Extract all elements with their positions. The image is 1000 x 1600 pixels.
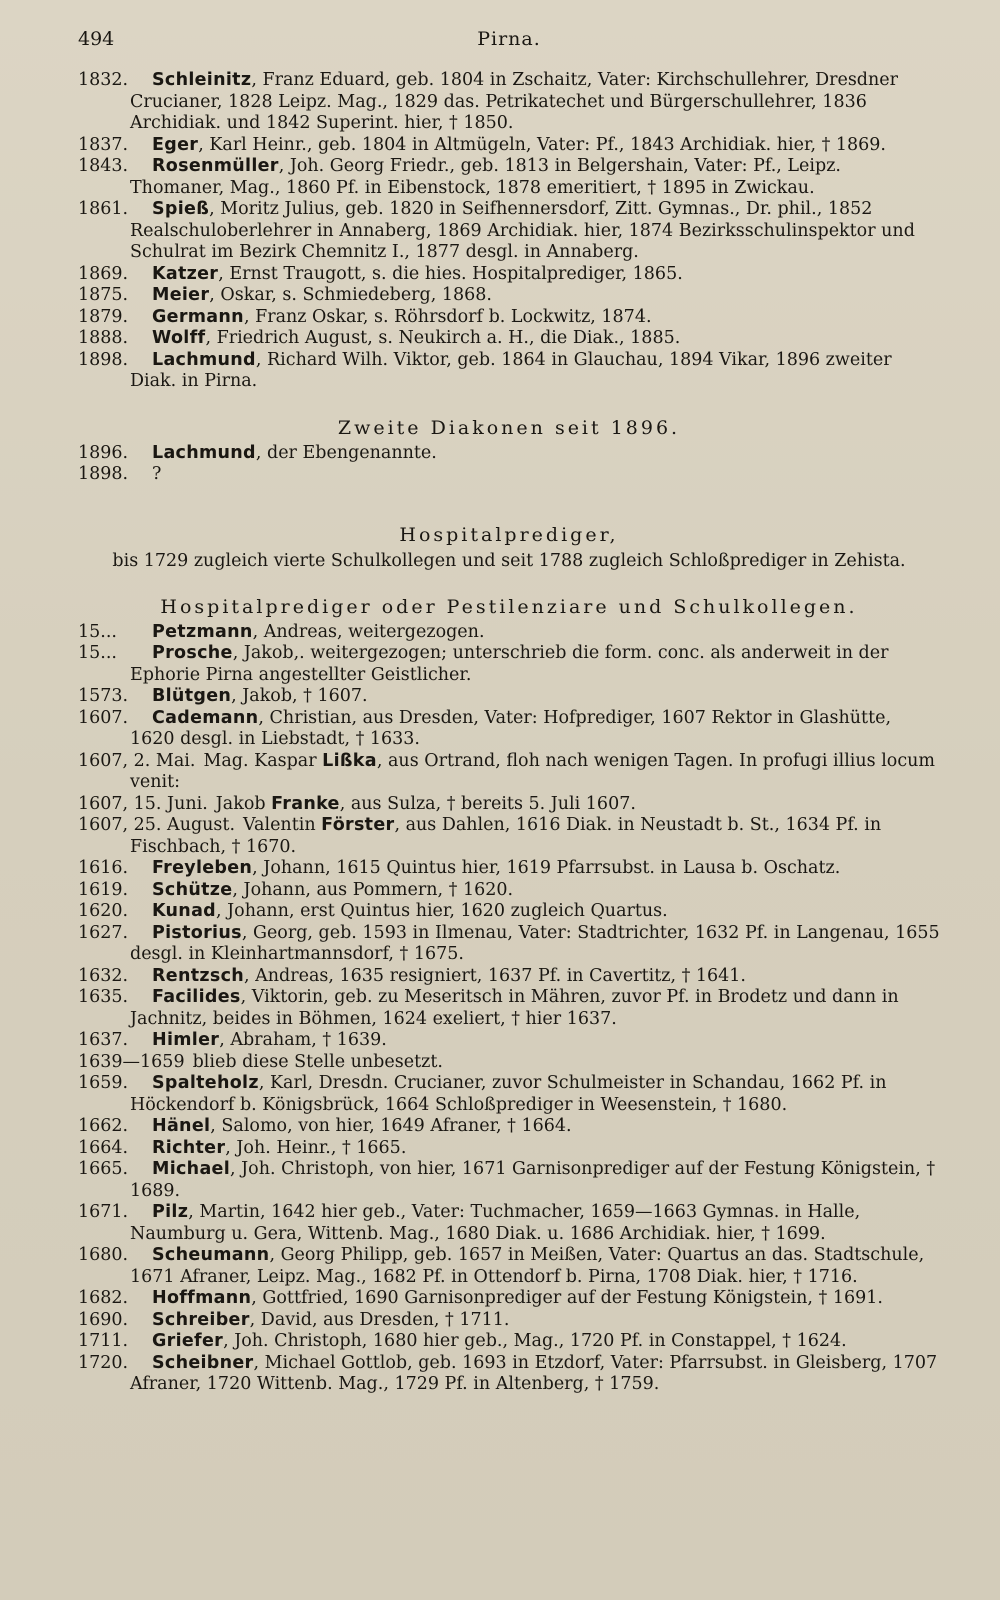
- page-number: 494: [78, 28, 115, 50]
- entry-year: 1620.: [78, 901, 129, 921]
- entry-year: 1607.: [78, 707, 129, 728]
- entry-year: 1898.: [78, 464, 129, 484]
- diakonen-list: [78, 70, 940, 393]
- entry-text: , Johann, erst Quintus hier, 1620 zugleich Quartus.: [216, 901, 668, 921]
- entry-name: Richter: [152, 1137, 226, 1158]
- list-entry: [78, 1331, 940, 1353]
- entry-text: , Franz Oskar, s. Röhrsdorf b. Lockwitz, 1874.: [243, 306, 652, 327]
- hospitalprediger-list: [78, 622, 940, 1396]
- list-entry: [78, 643, 940, 686]
- entry-year: 1837.: [78, 134, 129, 155]
- entry-year: 1616.: [78, 858, 129, 878]
- list-entry: [78, 135, 940, 157]
- list-entry: [78, 307, 940, 329]
- list-entry: [78, 1073, 940, 1116]
- list-entry: [78, 1159, 940, 1202]
- entry-name: Schütze: [152, 879, 233, 900]
- entry-name: Hänel: [152, 1116, 211, 1136]
- entry-text: , Johann, 1615 Quintus hier, 1619 Pfarrsubst. in Lausa b. Oschatz.: [252, 858, 841, 878]
- entry-year: 1637.: [78, 1030, 129, 1050]
- entry-name: Michael: [152, 1159, 231, 1179]
- entry-year: 1662.: [78, 1116, 129, 1136]
- entry-name: Schreiber: [152, 1309, 250, 1330]
- entry-text: , Martin, 1642 hier geb., Vater: Tuchmacher, 1659—1663 Gymnas. in Halle, Naumburg u. Gera, Wittenb. Mag., 1680 Diak. u. 1686 Archidiak. hier, † 1699.: [130, 1202, 861, 1244]
- list-entry: [78, 264, 940, 286]
- list-entry: [78, 350, 940, 393]
- entry-year: 1869.: [78, 263, 129, 284]
- entry-year: 1832.: [78, 70, 129, 90]
- entry-text: , Karl, Dresdn. Crucianer, zuvor Schulmeister in Schandau, 1662 Pf. in Höckendorf b. Königsbrück, 1664 Schloßprediger in Weesenstein, † 1680.: [130, 1073, 887, 1115]
- list-entry: [78, 901, 940, 923]
- entry-name: Prosche: [152, 643, 233, 663]
- entry-text: , Oskar, s. Schmiedeberg, 1868.: [209, 285, 492, 305]
- entry-text: , aus Dahlen, 1616 Diak. in Neustadt b. St., 1634 Pf. in Fischbach, † 1670.: [130, 815, 882, 857]
- section-subline: bis 1729 zugleich vierte Schulkollegen und seit 1788 zugleich Schloßprediger in Zehista.: [112, 550, 906, 571]
- entry-name: Katzer: [152, 263, 219, 284]
- list-entry: [78, 199, 940, 264]
- list-entry: [78, 987, 940, 1030]
- entry-text: , Viktorin, geb. zu Meseritsch in Mähren, zuvor Pf. in Brodetz und dann in Jachnitz, beides in Böhmen, 1624 exeliert, † hier 1637.: [130, 987, 899, 1029]
- entry-year: 1680.: [78, 1245, 129, 1265]
- list-entry: [78, 966, 940, 988]
- entry-year: 1711.: [78, 1331, 129, 1351]
- entry-year: 15...: [78, 643, 117, 663]
- entry-text: , Andreas, 1635 resigniert, 1637 Pf. in Cavertitz, † 1641.: [244, 965, 746, 986]
- entry-year: 1607, 2. Mai.: [78, 750, 196, 771]
- entry-name: Spieß: [152, 199, 210, 219]
- entry-year: 1627.: [78, 922, 129, 943]
- entry-name: Rentzsch: [152, 965, 245, 986]
- entry-year: 1607, 15. Juni.: [78, 793, 208, 814]
- entry-text: , Moritz Julius, geb. 1820 in Seifhennersdorf, Zitt. Gymnas., Dr. phil., 1852 Realschuloberlehrer in Annaberg, 1869 Archidiak. hier, 1874 Bezirksschulinspektor und Schulrat im Bezirk Chemnitz I., 1877 desgl. in Annaberg.: [130, 199, 915, 262]
- list-entry: [78, 1202, 940, 1245]
- entry-year: 1619.: [78, 879, 129, 900]
- list-entry: [78, 708, 940, 751]
- list-entry: [78, 751, 940, 794]
- entry-text: , Christian, aus Dresden, Vater: Hofprediger, 1607 Rektor in Glashütte, 1620 desgl. in Liebstadt, † 1633.: [130, 707, 892, 749]
- entry-text: , Ernst Traugott, s. die hies. Hospitalprediger, 1865.: [218, 263, 683, 284]
- list-entry: [78, 1353, 940, 1396]
- list-entry: [78, 328, 940, 350]
- entry-year: 1879.: [78, 306, 129, 327]
- entry-text: , Johann, aus Pommern, † 1620.: [232, 879, 514, 900]
- list-entry: [78, 1052, 940, 1074]
- page-header: [78, 28, 940, 60]
- list-entry: [78, 815, 940, 858]
- entry-name: Schleinitz: [152, 70, 252, 90]
- entry-text: , Joh. Christoph, von hier, 1671 Garnisonprediger auf der Festung Königstein, † 1689.: [130, 1159, 936, 1201]
- list-entry: [78, 1310, 940, 1332]
- section-heading-hospitalprediger: Hospitalprediger,: [399, 523, 619, 546]
- entry-year: 1861.: [78, 199, 129, 219]
- entry-name: Scheibner: [152, 1352, 254, 1373]
- entry-text: , Franz Eduard, geb. 1804 in Zschaitz, Vater: Kirchschullehrer, Dresdner Crucianer, 1828 Leipz. Mag., 1829 das. Petrikatechet und Bürgerschullehrer, 1836 Archidiak. und 1842 Superint. hier, † 1850.: [130, 70, 898, 133]
- entry-text: , David, aus Dresden, † 1711.: [249, 1309, 510, 1330]
- entry-name: Lachmund: [152, 442, 256, 463]
- entry-text: , aus Ortrand, floh nach wenigen Tagen. In profugi illius locum venit:: [130, 750, 936, 792]
- entry-year: 15...: [78, 621, 117, 642]
- list-entry: [78, 1288, 940, 1310]
- entry-name: Meier: [152, 285, 210, 305]
- entry-text: , Karl Heinr., geb. 1804 in Altmügeln, Vater: Pf., 1843 Archidiak. hier, † 1869.: [198, 134, 886, 155]
- entry-year: 1875.: [78, 285, 129, 305]
- entry-name: Pilz: [152, 1202, 189, 1222]
- entry-text: , Richard Wilh. Viktor, geb. 1864 in Glauchau, 1894 Vikar, 1896 zweiter Diak. in Pirna.: [130, 349, 892, 391]
- entry-name: Rosenmüller: [152, 156, 279, 176]
- entry-name: Lachmund: [152, 349, 256, 370]
- entry-text: ?: [152, 464, 162, 484]
- entry-year: 1888.: [78, 328, 129, 348]
- entry-text: , Georg Philipp, geb. 1657 in Meißen, Vater: Quartus an das. Stadtschule, 1671 Afraner, Leipz. Mag., 1682 Pf. in Ottendorf b. Pirna, 1708 Diak. hier, † 1716.: [130, 1245, 925, 1287]
- entry-name: Kunad: [152, 901, 217, 921]
- entry-text: , Friedrich August, s. Neukirch a. H., die Diak., 1885.: [205, 328, 681, 348]
- entry-text: , der Ebengenannte.: [255, 442, 437, 463]
- entry-name: Griefer: [152, 1331, 224, 1351]
- entry-year: 1720.: [78, 1352, 129, 1373]
- entry-name: Cademann: [152, 707, 259, 728]
- list-entry: [78, 622, 940, 644]
- entry-text: , Michael Gottlob, geb. 1693 in Etzdorf, Vater: Pfarrsubst. in Gleisberg, 1707 Afraner, 1720 Wittenb. Mag., 1729 Pf. in Altenberg, † 1759.: [130, 1352, 938, 1394]
- entry-year: 1632.: [78, 965, 129, 986]
- entry-name: Scheumann: [152, 1245, 270, 1265]
- entry-text: blieb diese Stelle unbesetzt.: [192, 1051, 443, 1072]
- entry-text: , Joh. Georg Friedr., geb. 1813 in Belgershain, Vater: Pf., Leipz. Thomaner, Mag., 1860 Pf. in Eibenstock, 1878 emeritiert, † 1895 in Zwickau.: [130, 156, 841, 198]
- entry-name: Freyleben: [152, 858, 253, 878]
- entry-text: , Jakob,. weitergezogen; unterschrieb die form. conc. als anderweit in der Ephorie Pirna angestellter Geistlicher.: [130, 643, 889, 685]
- entry-name: Spalteholz: [152, 1073, 259, 1093]
- entry-name: Himler: [152, 1030, 220, 1050]
- entry-name: Facilides: [152, 987, 241, 1007]
- entry-year: 1690.: [78, 1309, 129, 1330]
- page-title: Pirna.: [477, 28, 541, 50]
- entry-year: 1639—1659: [78, 1051, 185, 1072]
- entry-year: 1635.: [78, 987, 129, 1007]
- entry-text: , Andreas, weitergezogen.: [252, 621, 485, 642]
- entry-prefix: Jakob: [215, 793, 272, 814]
- list-entry: [78, 1030, 940, 1052]
- entry-name: Blütgen: [152, 686, 232, 706]
- list-entry: [78, 1245, 940, 1288]
- entry-text: , Georg, geb. 1593 in Ilmenau, Vater: Stadtrichter, 1632 Pf. in Langenau, 1655 desgl. in Kleinhartmannsdorf, † 1675.: [130, 922, 940, 964]
- entry-year: 1898.: [78, 349, 129, 370]
- entry-text: , Joh. Heinr., † 1665.: [225, 1137, 407, 1158]
- entry-text: , Abraham, † 1639.: [219, 1030, 387, 1050]
- entry-prefix: Mag. Kaspar: [203, 750, 323, 771]
- entry-text: , Salomo, von hier, 1649 Afraner, † 1664.: [210, 1116, 572, 1136]
- entry-name: Petzmann: [152, 621, 253, 642]
- list-entry: [78, 686, 940, 708]
- section-heading-pestilenziare: Hospitalprediger oder Pestilenziare und Schulkollegen.: [160, 595, 858, 618]
- entry-prefix: Valentin: [243, 815, 322, 835]
- entry-name: Germann: [152, 306, 244, 327]
- list-entry: [78, 285, 940, 307]
- section-heading-zweite-diakonen: Zweite Diakonen seit 1896.: [337, 416, 681, 439]
- entry-text: , Jakob, † 1607.: [231, 686, 368, 706]
- entry-text: , aus Sulza, † bereits 5. Juli 1607.: [339, 793, 636, 814]
- entry-text: , Joh. Christoph, 1680 hier geb., Mag., 1720 Pf. in Constappel, † 1624.: [223, 1331, 847, 1351]
- entry-name: Pistorius: [152, 922, 242, 943]
- list-entry: [78, 70, 940, 135]
- entry-name: Franke: [271, 793, 340, 814]
- list-entry: [78, 443, 940, 465]
- entry-text: , Gottfried, 1690 Garnisonprediger auf der Festung Königstein, † 1691.: [251, 1288, 883, 1308]
- entry-name: Eger: [152, 134, 199, 155]
- list-entry: [78, 923, 940, 966]
- entry-name: Wolff: [152, 328, 206, 348]
- entry-year: 1671.: [78, 1202, 129, 1222]
- entry-name: Förster: [321, 815, 395, 835]
- entry-name: Hoffmann: [152, 1288, 252, 1308]
- entry-year: 1682.: [78, 1288, 129, 1308]
- list-entry: [78, 880, 940, 902]
- entry-year: 1607, 25. August.: [78, 815, 236, 835]
- entry-year: 1896.: [78, 442, 129, 463]
- zweite-diakonen-list: [78, 443, 940, 486]
- list-entry: [78, 1138, 940, 1160]
- entry-name: Lißka: [322, 750, 377, 771]
- entry-year: 1573.: [78, 686, 129, 706]
- list-entry: [78, 156, 940, 199]
- list-entry: [78, 794, 940, 816]
- entry-year: 1843.: [78, 156, 129, 176]
- entry-year: 1659.: [78, 1073, 129, 1093]
- entry-year: 1665.: [78, 1159, 129, 1179]
- list-entry: [78, 464, 940, 486]
- list-entry: [78, 1116, 940, 1138]
- list-entry: [78, 858, 940, 880]
- entry-year: 1664.: [78, 1137, 129, 1158]
